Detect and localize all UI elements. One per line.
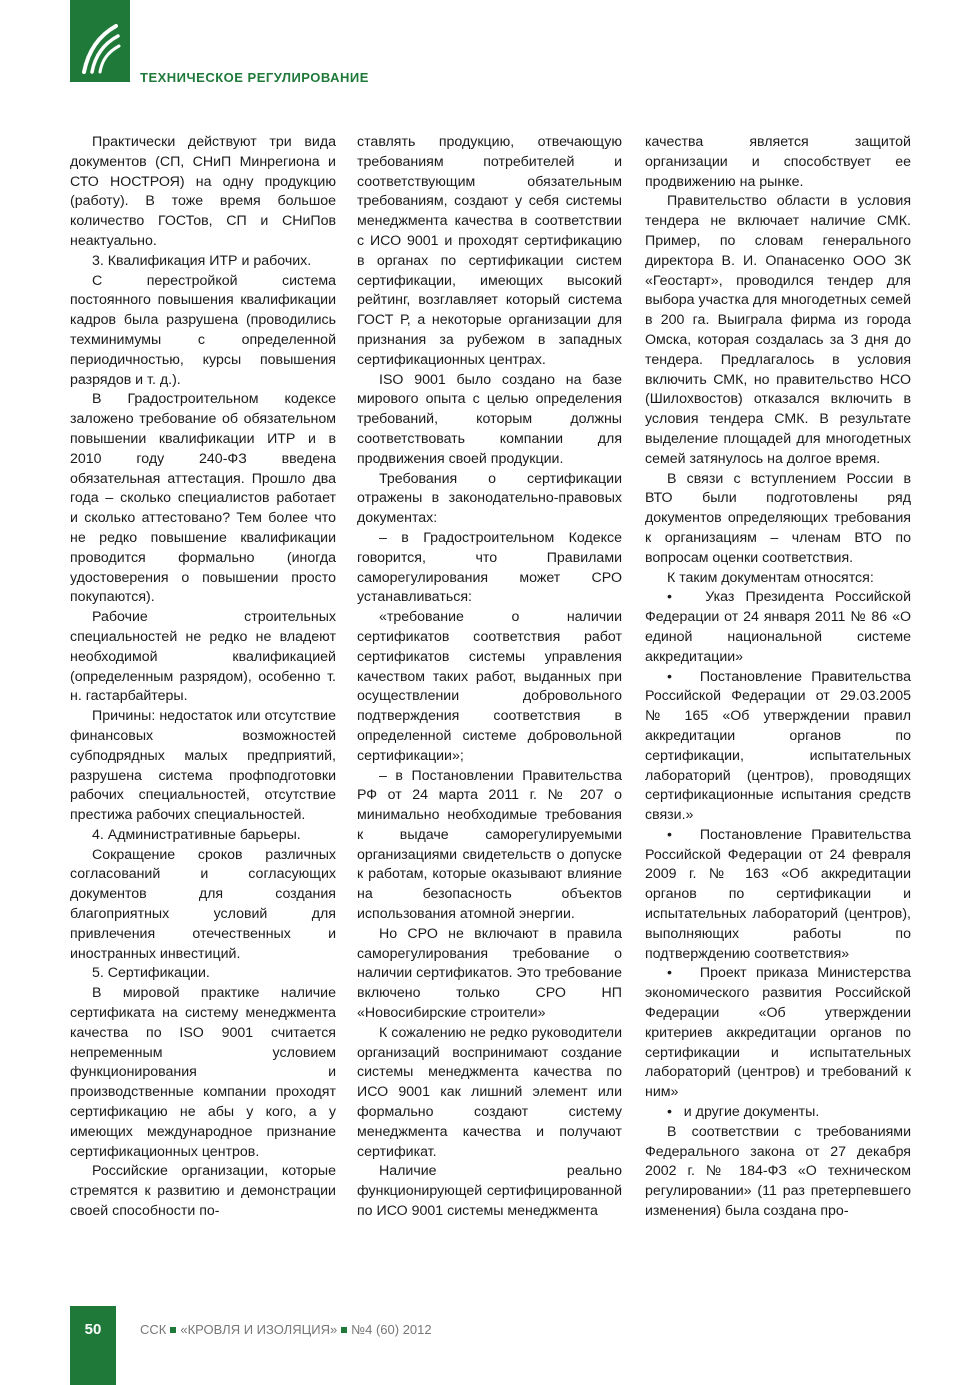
paragraph: Наличие реально функционирующей сертифицированной по ИСО 9001 системы менеджмента bbox=[357, 1163, 622, 1220]
square-icon bbox=[170, 1327, 176, 1333]
footer-caption bbox=[140, 1322, 432, 1337]
bullet-item: • Указ Президента Российской Федерации от 24 января 2011 № 86 «О единой национальной системе аккредитации» bbox=[645, 588, 911, 667]
bullet-item: • Постановление Правительства Российской Федерации от 29.03.2005 № 165 «Об утверждении правил аккредитации органов по сертификации, испытательных лабораторий (центров), проводящих сертификационные испытания средств связи.» bbox=[645, 668, 911, 826]
paragraph: 3. Квалификация ИТР и рабочих. bbox=[92, 252, 312, 269]
paragraph: Правительство области в условия тендера не включает наличие СМК. Пример, по словам генерального директора В. И. Опанасенко ООО ЗК «Геостарт», проводился тендер для выбора участка для многодетных семей в 200 га. Выиграла фирма из города Омска, которая создалась за 3 дня до тендера. Предлагалось в условия включить СМК, но правительство НСО (Шилохвостов) отказался включить в условия тендера СМК. В результате выделение площадей для многодетных семей затянулось на долгое время. bbox=[645, 193, 911, 467]
paragraph: ставлять продукцию, отвечающую требованиям потребителей и соответствующим обязательным требованиям, создают у себя системы менеджмента качества в соответствии с ИСО 9001 и проходят сертификацию в органах по сертификации систем сертификации, имеющих высокий рейтинг, возглавляет который система ГОСТ Р, а некоторые организации для признания за рубежом в западных сертификационных центрах. bbox=[357, 134, 622, 368]
paragraph: Российские организации, которые стремятся к развитию и демонстрации своей способности по- bbox=[70, 1163, 336, 1220]
paragraph: 4. Административные барьеры. bbox=[92, 826, 301, 843]
text-column-1 bbox=[70, 133, 336, 1222]
paragraph: Рабочие строительных специальностей не редко не владеют необходимой квалификацией (определенным разрядом), особенно т. н. гастарбайтеры. bbox=[70, 609, 336, 705]
paragraph: В соответствии с требованиями Федерального закона от 27 декабря 2002 г. № 184-ФЗ «О техническом регулировании» (11 раз претерпевшего изменения) была создана про- bbox=[645, 1123, 911, 1220]
paragraph: Требования о сертификации отражены в законодательно-правовых документах: bbox=[357, 470, 622, 527]
square-icon bbox=[341, 1327, 347, 1333]
footer-journal: «КРОВЛЯ И ИЗОЛЯЦИЯ» bbox=[180, 1322, 338, 1337]
paragraph: В мировой практике наличие сертификата на систему менеджмента качества по ISO 9001 считается непременным условием функционирования и производственные компании проходят сертификацию не абы у кого, а у имеющих международное признание сертификационных центров. bbox=[70, 985, 336, 1160]
paragraph: «требование о наличии сертификатов соответствия работ сертификатов системы управления качеством таких работ, выданных при осуществлении добровольного подтверждения соответствия в определенной системе добровольной сертификации»; bbox=[357, 609, 622, 764]
paragraph: С перестройкой система постоянного повышения квалификации кадров была разрушена (проводились техминимумы с определенной периодичностью, курсы повышения разрядов и т. д.). bbox=[70, 272, 336, 388]
bullet-item: • Проект приказа Министерства экономического развития Российской Федерации «Об утверждении критериев аккредитации органов по сертификации и испытательных лабораторий (центров) и требований к ним» bbox=[645, 964, 911, 1103]
paragraph: К таким документам относятся: bbox=[667, 569, 874, 586]
bullet-item: • Постановление Правительства Российской Федерации от 24 февраля 2009 г. № 163 «Об аккредитации органов по сертификации и испытательных лабораторий (центров), выполняющих работы по подтверждению соответствия» bbox=[645, 826, 911, 965]
paragraph: – в Градостроительном Кодексе говорится, что Правилами саморегулирования может СРО устанавливаться: bbox=[357, 529, 622, 606]
paragraph: В Градостроительном кодексе заложено требование об обязательном повышении квалификации ИТР и в 2010 году 240-ФЗ введена обязательная аттестация. Прошло два года – сколько специалистов работает и сколько аттестовано? Тем более что не редко повышение квалификации проводится формально (иногда удостоверения о повышении просто покупаются). bbox=[70, 391, 336, 606]
text-column-3 bbox=[645, 133, 911, 1222]
footer-issue: №4 (60) 2012 bbox=[351, 1322, 432, 1337]
paragraph: Сокращение сроков различных согласований и согласующих документов для создания благоприятных условий для привлечения отечественных и иностранных инвестиций. bbox=[70, 846, 336, 962]
footer-brand: ССК bbox=[140, 1322, 167, 1337]
paragraph: качества является защитой организации и способствует ее продвижению на рынке. bbox=[645, 134, 911, 190]
paragraph: Но СРО не включают в правила саморегулирования требование о наличии сертификатов. Это требование включено только СРО НП «Новосибирские строители» bbox=[357, 925, 622, 1022]
text-column-2 bbox=[357, 133, 622, 1222]
paragraph: К сожалению не редко руководители организаций воспринимают создание системы менеджмента качества по ИСО 9001 как лишний элемент или формально создают систему менеджмента качества и получают сертификат. bbox=[357, 1024, 622, 1160]
paragraph: 5. Сертификации. bbox=[92, 965, 210, 982]
page-number: 50 bbox=[70, 1306, 116, 1385]
wheat-leaves-icon bbox=[78, 22, 122, 76]
bullet-item: • и другие документы. bbox=[645, 1103, 911, 1123]
journal-logo bbox=[70, 0, 130, 82]
paragraph: Причины: недостаток или отсутствие финансовых возможностей субподрядных малых предприятий, разрушена система профподготовки рабочих специальностей, отсутствие престижа рабочих специальностей. bbox=[70, 708, 336, 824]
paragraph: Практически действуют три вида документов (СП, СНиП Минрегиона и СТО НОСТРОЯ) на одну продукцию (работу). В тоже время большое количество ГОСТов, СП и СНиПов неактуально. bbox=[70, 134, 336, 249]
section-title: ТЕХНИЧЕСКОЕ РЕГУЛИРОВАНИЕ bbox=[140, 70, 369, 85]
paragraph: ISO 9001 было создано на базе мирового опыта с целью определения требований, которым должны соответствовать компании для продвижения своей продукции. bbox=[357, 371, 622, 467]
paragraph: В связи с вступлением России в ВТО были подготовлены ряд документов определяющих требования к организациям – членам ВТО по вопросам оценки соответствия. bbox=[645, 470, 911, 566]
paragraph: – в Постановлении Правительства РФ от 24 марта 2011 г. № 207 о минимально необходимые требования к выдаче саморегулируемыми организациями свидетельств о допуске к работам, которые оказывают влияние на безопасность объектов использования атомной энергии. bbox=[357, 767, 622, 923]
